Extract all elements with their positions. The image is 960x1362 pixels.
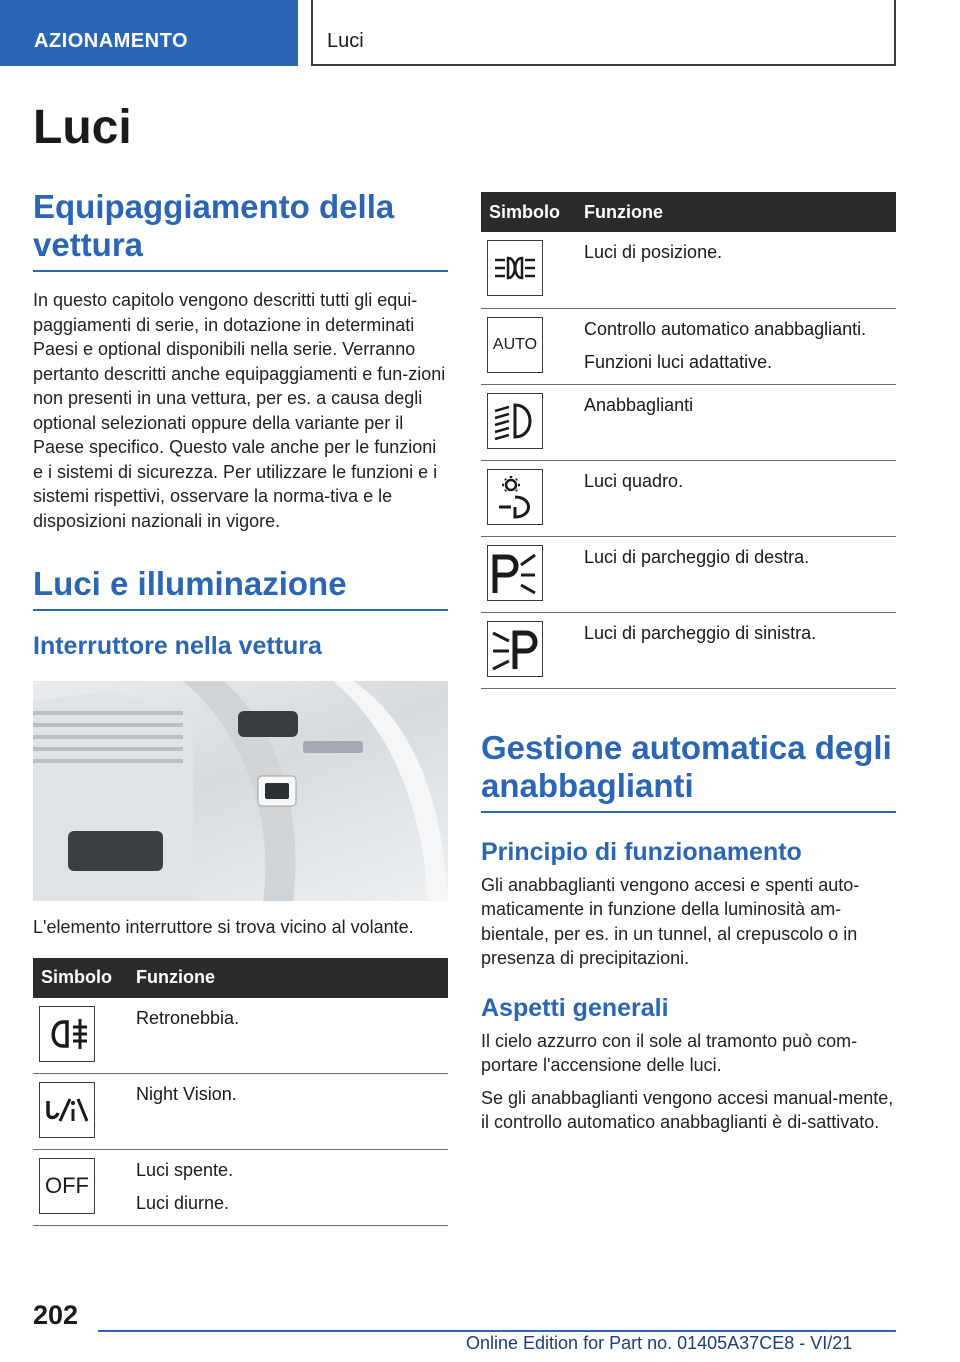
switch-photo — [33, 681, 448, 901]
parking-right-icon — [487, 545, 543, 601]
edition-note: Online Edition for Part no. 01405A37CE8 - VI/21 — [466, 1333, 853, 1353]
aspetti-paragraph-1: Il cielo azzurro con il sole al tramonto può com-portare l'accensione delle luci. — [481, 1030, 858, 1075]
col-header-function: Funzione — [576, 192, 896, 232]
table-row — [33, 998, 448, 1074]
function-text: Luci di posizione. — [584, 242, 723, 262]
dashboard-lights-icon — [487, 469, 543, 525]
right-column — [481, 192, 896, 1135]
night-vision-icon — [39, 1082, 95, 1138]
chapter-header: Luci — [311, 0, 896, 66]
function-text: Luci di parcheggio di destra. — [584, 546, 810, 567]
auto-icon: AUTO — [487, 317, 543, 373]
function-text: Funzioni luci adattative. — [584, 351, 773, 372]
side-lights-icon — [487, 240, 543, 296]
function-text: Controllo automatico anabbaglianti. — [584, 318, 867, 339]
symbol-table-right — [481, 192, 896, 689]
subsection-title-principio: Principio di funzionamento — [481, 837, 802, 866]
col-header-function: Funzione — [128, 958, 448, 998]
off-icon: OFF — [39, 1158, 95, 1214]
section-title-equipaggiamento: Equipaggiamento della vettura — [33, 188, 448, 272]
dashboard-illustration — [33, 681, 448, 901]
page-title: Luci — [33, 101, 132, 154]
switch-caption: L'elemento interruttore si trova vicino al volante. — [33, 917, 414, 937]
table-row — [481, 536, 896, 612]
function-text: Retronebbia. — [136, 1007, 240, 1028]
table-row — [481, 460, 896, 536]
left-column — [33, 100, 448, 1226]
footer-divider — [98, 1330, 896, 1332]
rear-fog-icon — [39, 1006, 95, 1062]
section-tab: AZIONAMENTO — [0, 0, 298, 66]
section-title-gestione: Gestione automatica degli anabbaglianti — [481, 729, 896, 813]
function-text: Luci diurne. — [136, 1193, 230, 1213]
table-row — [481, 612, 896, 688]
intro-paragraph: In questo capitolo vengono descritti tutti gli equi-paggiamenti di serie, in dotazione in determinati Paesi e optional disponibili nella serie. Verranno pertanto descritti anche equipaggiamenti e fun-zioni non presenti in una vettura, per es. a causa degli optional selezionati oppure della variante per il Paese specifico. Questo vale anche per le funzioni e i sistemi di sicurezza. Per utilizzare le funzioni e i sistemi rispettivi, osservare la norma-tiva e le disposizioni nazionali in vigore. — [33, 290, 446, 531]
function-text: Night Vision. — [136, 1084, 237, 1104]
parking-left-icon — [487, 621, 543, 677]
low-beam-icon — [487, 393, 543, 449]
aspetti-paragraph-2: Se gli anabbaglianti vengono accesi manual-mente, il controllo automatico anabbaglianti è di-sattivato. — [481, 1087, 894, 1132]
function-text: Luci spente. — [136, 1160, 234, 1180]
page-number: 202 — [33, 1300, 79, 1330]
table-row — [481, 384, 896, 460]
section-title-luci-illuminazione: Luci e illuminazione — [33, 565, 448, 611]
subsection-title-aspetti: Aspetti generali — [481, 993, 669, 1022]
table-row — [33, 1074, 448, 1150]
symbol-table-left — [33, 958, 448, 1227]
subsection-title-interruttore: Interruttore nella vettura — [33, 632, 322, 660]
principio-paragraph: Gli anabbaglianti vengono accesi e spenti auto-maticamente in funzione della luminosità am-bientale, per es. in un tunnel, al crepuscolo o in presenza di precipitazioni. — [481, 874, 860, 968]
table-row — [481, 308, 896, 384]
col-header-symbol: Simbolo — [481, 192, 576, 232]
function-text: Anabbaglianti — [584, 394, 694, 415]
function-text: Luci quadro. — [584, 470, 684, 491]
col-header-symbol: Simbolo — [33, 958, 128, 998]
table-row — [481, 232, 896, 308]
function-text: Luci di parcheggio di sinistra. — [584, 622, 817, 643]
table-row — [33, 1150, 448, 1226]
